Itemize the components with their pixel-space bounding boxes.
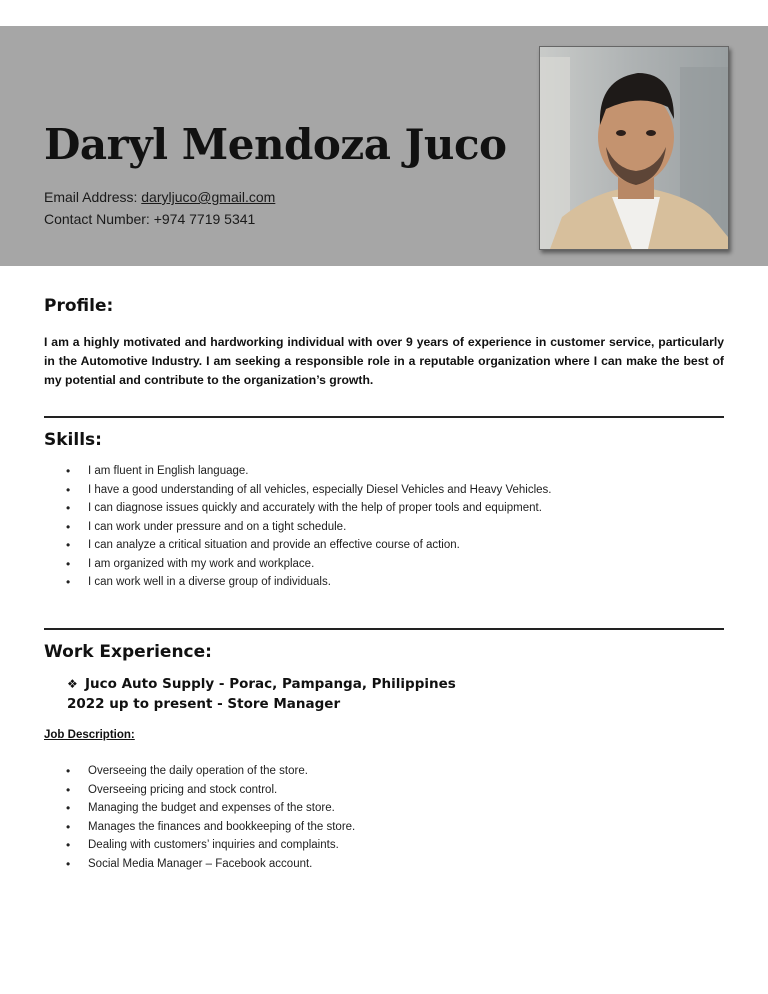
work-heading: Work Experience: — [44, 642, 212, 662]
duty-item: • Overseeing the daily operation of the store. — [66, 762, 355, 781]
skill-item: • I can diagnose issues quickly and accurately with the help of proper tools and equipment. — [66, 499, 551, 518]
divider — [44, 416, 724, 418]
company-name: Juco Auto Supply - Porac, Pampanga, Philippines — [85, 676, 456, 692]
diamond-bullet-icon: ❖ — [67, 677, 78, 691]
divider — [44, 628, 724, 630]
profile-summary: I am a highly motivated and hardworking individual with over 9 years of experience in customer service, particularly in the Automotive Industry. I am seeking a responsible role in a reputable organization where I can make the best of my potential and contribute to the organization’s growth. — [44, 335, 724, 387]
skills-heading: Skills: — [44, 430, 102, 450]
skills-list — [66, 462, 551, 592]
portrait-image — [540, 47, 728, 249]
duty-item: • Social Media Manager – Facebook account. — [66, 855, 355, 874]
skill-item: • I am organized with my work and workplace. — [66, 555, 551, 574]
skill-item: • I can analyze a critical situation and provide an effective course of action. — [66, 536, 551, 555]
job-description-label: Job Description: — [44, 729, 135, 741]
duty-item: • Overseeing pricing and stock control. — [66, 781, 355, 800]
skill-item: • I have a good understanding of all vehicles, especially Diesel Vehicles and Heavy Vehicles. — [66, 481, 551, 500]
company-line — [67, 676, 456, 692]
skill-item: • I can work well in a diverse group of individuals. — [66, 573, 551, 592]
email-label: Email Address: — [44, 189, 142, 205]
phone-line: Contact Number: +974 7719 5341 — [44, 211, 256, 227]
job-period: 2022 up to present - Store Manager — [67, 696, 341, 712]
duty-item: • Dealing with customers’ inquiries and complaints. — [66, 836, 355, 855]
profile-heading: Profile: — [44, 296, 114, 316]
email-line — [44, 189, 275, 205]
skill-item: • I can work under pressure and on a tight schedule. — [66, 518, 551, 537]
duty-item: • Manages the finances and bookkeeping of the store. — [66, 818, 355, 837]
skill-item: • I am fluent in English language. — [66, 462, 551, 481]
email-link[interactable]: daryljuco@gmail.com — [141, 189, 276, 205]
duties-list — [66, 762, 355, 873]
profile-photo — [539, 46, 729, 250]
candidate-name: Daryl Mendoza Juco — [44, 120, 507, 169]
duty-item: • Managing the budget and expenses of the store. — [66, 799, 355, 818]
